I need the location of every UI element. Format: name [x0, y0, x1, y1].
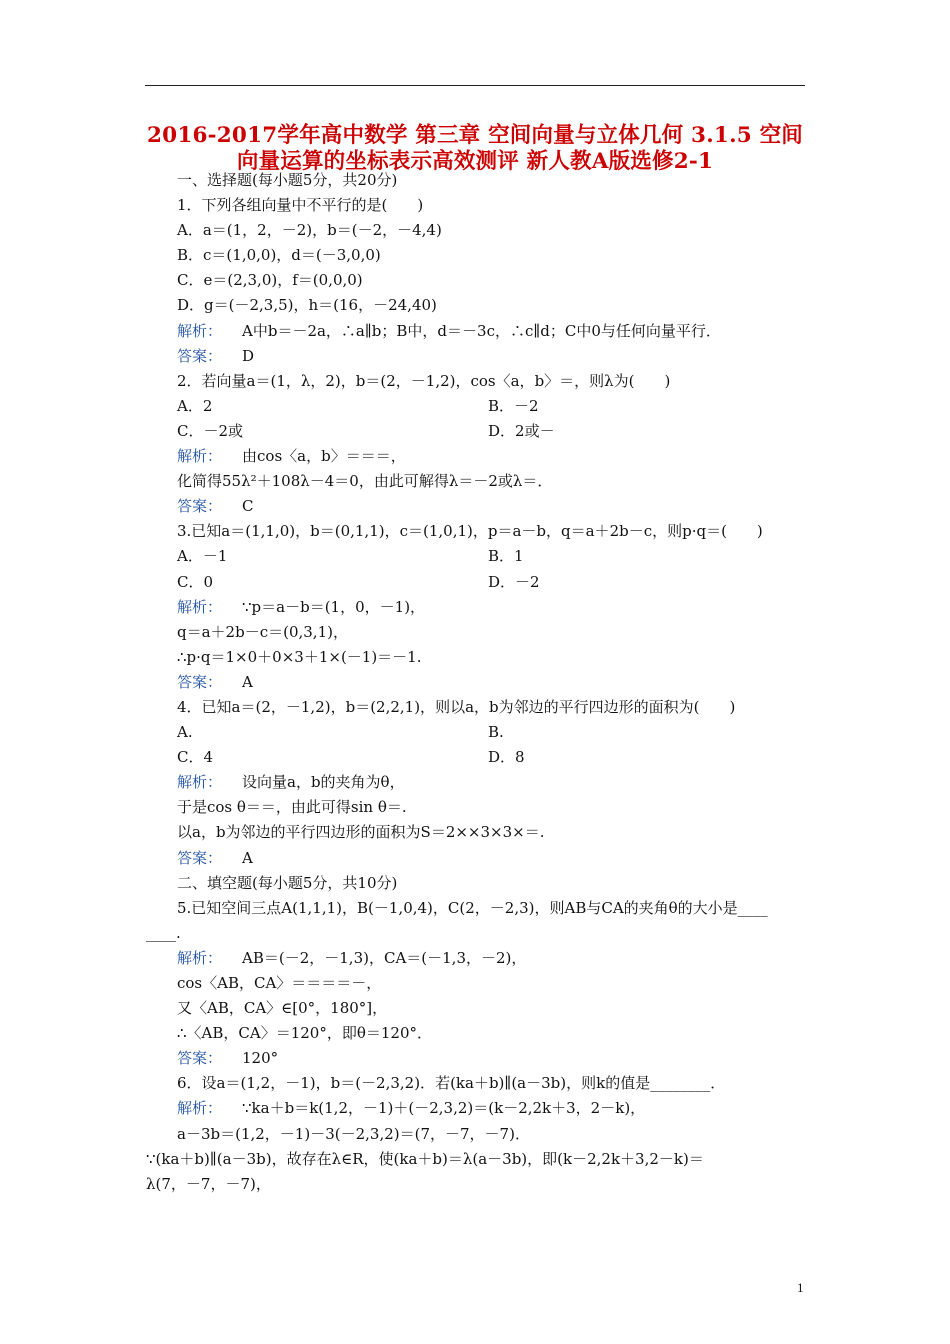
answer-text: A: [242, 672, 253, 691]
question-6-stem: 6．设a＝(1,2，－1)，b＝(－2,3,2)．若(ka＋b)∥(a－3b)，则k的值是________．: [177, 1074, 726, 1093]
answer-label: 答案：: [177, 1049, 223, 1068]
question-3-analysis-2: q＝a＋2b－c＝(0,3,1)，: [177, 622, 348, 641]
question-4-analysis: [177, 770, 817, 795]
title-line-2: 向量运算的坐标表示高效测评 新人教A版选修2-1: [236, 149, 714, 174]
question-3-analysis: [177, 595, 817, 620]
question-5-analysis: [177, 946, 817, 971]
analysis-label: 解析：: [177, 948, 223, 967]
analysis-label: 解析：: [177, 447, 223, 466]
section-heading: 一、选择题(每小题5分，共20分): [177, 171, 398, 189]
question-4-analysis-2: 于是cos θ＝＝，由此可得sin θ＝.: [177, 798, 407, 817]
question-4-stem: 4．已知a＝(2，－1,2)，b＝(2,2,1)，则以a，b为邻边的平行四边形的面积为( ): [177, 697, 736, 716]
option-b: B．－2: [488, 396, 539, 415]
option-a: A．－1: [177, 547, 228, 566]
question-5-analysis-3: 又〈AB，CA〉∈[0°，180°]，: [177, 999, 388, 1018]
question-5-analysis-2: cos〈AB，CA〉＝＝＝＝－，: [177, 974, 382, 992]
question-5-answer: [177, 1046, 817, 1071]
question-2-stem: 2．若向量a＝(1，λ，2)，b＝(2，－1,2)，cos〈a，b〉＝，则λ为( ): [177, 371, 671, 390]
answer-text: C: [242, 497, 254, 516]
analysis-text: ∵ka＋b＝k(1,2，－1)＋(－2,3,2)＝(k－2,2k＋3，2－k)，: [242, 1099, 646, 1118]
answer-text: D: [242, 346, 255, 365]
option-c: C．4: [177, 748, 214, 767]
analysis-label: 解析：: [177, 1099, 223, 1118]
question-3-answer: [177, 670, 817, 695]
answer-label: 答案：: [177, 672, 223, 691]
option-c: C．0: [177, 572, 214, 591]
question-1-stem: 1．下列各组向量中不平行的是( ): [177, 196, 424, 215]
question-2-answer: [177, 494, 817, 519]
question-1-analysis: [177, 319, 817, 344]
option-a: A．2: [177, 396, 213, 415]
title-line-1: 2016-2017学年高中数学 第三章 空间向量与立体几何 3.1.5 空间: [147, 123, 803, 148]
question-6-analysis: [177, 1096, 817, 1121]
question-1-option-b: B．c＝(1,0,0)，d＝(－3,0,0): [177, 246, 381, 265]
question-5-stem-cont: ____.: [146, 923, 181, 942]
question-3-stem: 3.已知a＝(1,1,0)，b＝(0,1,1)，c＝(1,0,1)，p＝a－b，q＝a＋2b－c，则p·q＝( ): [177, 522, 763, 541]
question-6-analysis-3: ∵(ka＋b)∥(a－3b)，故存在λ∈R，使(ka＋b)＝λ(a－3b)，即(k－2,2k＋3,2－k)＝: [146, 1149, 704, 1168]
question-5-analysis-4: ∴〈AB，CA〉＝120°，即θ＝120°．: [177, 1024, 433, 1043]
question-5-stem: 5.已知空间三点A(1,1,1)，B(－1,0,4)，C(2，－2,3)，则AB与CA的夹角θ的大小是____: [177, 898, 768, 917]
analysis-text: AB＝(－2，－1,3)，CA＝(－1,3，－2)，: [242, 948, 527, 967]
question-4-options-cd: [177, 745, 817, 770]
option-d: D．2或－: [488, 421, 555, 440]
answer-label: 答案：: [177, 497, 223, 516]
question-3-options-ab: [177, 544, 817, 569]
analysis-label: 解析：: [177, 321, 223, 340]
analysis-label: 解析：: [177, 773, 223, 792]
analysis-text: 由cos〈a，b〉＝＝＝，: [242, 447, 406, 466]
option-b: B.: [488, 723, 504, 742]
option-a: A.: [177, 723, 193, 742]
document-body: [146, 168, 817, 1197]
question-4-answer: [177, 846, 817, 871]
header-rule: [145, 85, 805, 86]
question-2-options-cd: [177, 419, 817, 444]
question-4-options-ab: [177, 720, 817, 745]
analysis-text: A中b＝－2a，∴a∥b；B中，d＝－3c，∴c∥d；C中0与任何向量平行．: [242, 321, 721, 340]
question-1-option-a: A．a＝(1，2，－2)，b＝(－2，－4,4): [177, 221, 442, 240]
option-c: C．－2或: [177, 421, 244, 440]
analysis-text: ∵p＝a－b＝(1，0，－1)，: [242, 597, 426, 616]
question-3-analysis-3: ∴p·q＝1×0＋0×3＋1×(－1)＝－1.: [177, 647, 422, 666]
question-1-answer: [177, 344, 817, 369]
question-6-analysis-2: a－3b＝(1,2，－1)－3(－2,3,2)＝(7，－7，－7)．: [177, 1124, 530, 1143]
answer-label: 答案：: [177, 848, 223, 867]
question-6-analysis-4: λ(7，－7，－7)，: [146, 1174, 271, 1193]
analysis-text: 设向量a，b的夹角为θ，: [242, 773, 405, 792]
option-d: D．8: [488, 748, 525, 767]
question-1-option-d: D．g＝(－2,3,5)，h＝(16，－24,40): [177, 296, 437, 315]
option-b: B．1: [488, 547, 524, 566]
page-number: 1: [797, 1280, 804, 1295]
question-2-analysis-2: 化简得55λ²＋108λ－4＝0，由此可解得λ＝－2或λ＝．: [177, 472, 553, 491]
question-2-options-ab: [177, 394, 817, 419]
option-d: D．－2: [488, 572, 540, 591]
answer-text: A: [242, 848, 253, 867]
analysis-label: 解析：: [177, 597, 223, 616]
question-3-options-cd: [177, 570, 817, 595]
answer-label: 答案：: [177, 346, 223, 365]
question-2-analysis: [177, 444, 817, 469]
answer-text: 120°: [242, 1049, 279, 1068]
question-1-option-c: C．e＝(2,3,0)，f＝(0,0,0): [177, 271, 363, 290]
section-heading-2: 二、填空题(每小题5分，共10分): [177, 873, 398, 892]
question-4-analysis-3: 以a，b为邻边的平行四边形的面积为S＝2××3×3×＝.: [177, 823, 545, 842]
